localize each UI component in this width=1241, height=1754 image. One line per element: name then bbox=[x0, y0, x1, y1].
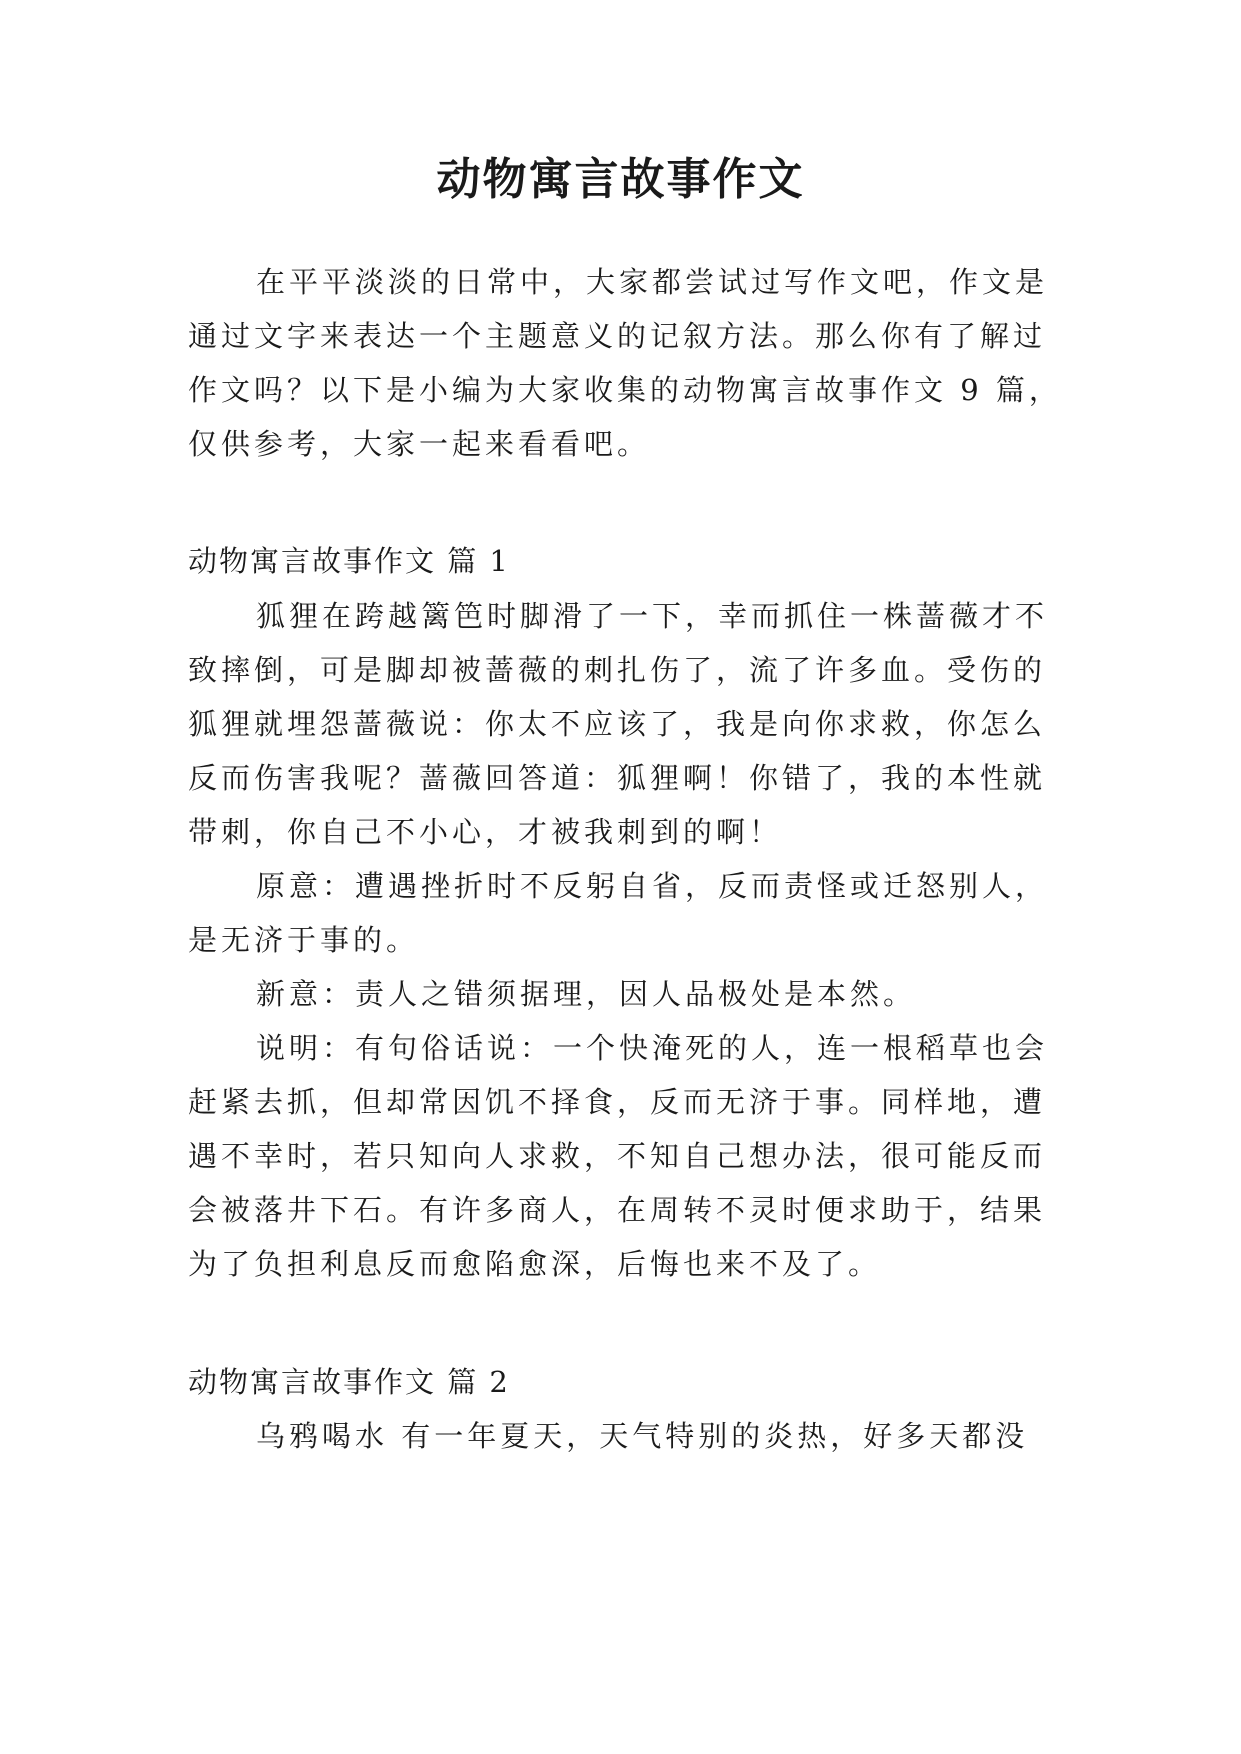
intro-line: 作文吗？以下是小编为大家收集的动物寓言故事作文 9 篇， bbox=[188, 373, 1062, 407]
story-line: 反而伤害我呢？蔷薇回答道：狐狸啊！你错了，我的本性就 bbox=[188, 761, 1047, 795]
intro-line: 在平平淡淡的日常中，大家都尝试过写作文吧，作文是 bbox=[256, 265, 1049, 299]
new-meaning-line: 新意：责人之错须据理，因人品极处是本然。 bbox=[256, 977, 917, 1011]
story-line: 狐狸就埋怨蔷薇说：你太不应该了，我是向你求救，你怎么 bbox=[188, 707, 1047, 741]
document-title: 动物寓言故事作文 bbox=[436, 154, 805, 205]
explanation-line: 赶紧去抓，但却常因饥不择食，反而无济于事。同样地，遭 bbox=[188, 1085, 1047, 1119]
section-heading-2: 动物寓言故事作文 篇 2 bbox=[188, 1365, 510, 1399]
explanation-line: 遇不幸时，若只知向人求救，不知自己想办法，很可能反而 bbox=[188, 1139, 1047, 1173]
story-line: 致摔倒，可是脚却被蔷薇的刺扎伤了，流了许多血。受伤的 bbox=[188, 653, 1047, 687]
explanation-line: 为了负担利息反而愈陷愈深，后悔也来不及了。 bbox=[188, 1247, 882, 1281]
intro-line: 通过文字来表达一个主题意义的记叙方法。那么你有了解过 bbox=[188, 319, 1047, 353]
explanation-line: 会被落井下石。有许多商人，在周转不灵时便求助于，结果 bbox=[188, 1193, 1047, 1227]
story-line: 乌鸦喝水 有一年夏天，天气特别的炎热，好多天都没 bbox=[256, 1419, 1029, 1453]
intro-line: 仅供参考，大家一起来看看吧。 bbox=[188, 427, 651, 461]
story-line: 带刺，你自己不小心，才被我刺到的啊！ bbox=[188, 815, 783, 849]
story-line: 狐狸在跨越篱笆时脚滑了一下，幸而抓住一株蔷薇才不 bbox=[256, 599, 1049, 633]
explanation-line: 说明：有句俗话说：一个快淹死的人，连一根稻草也会 bbox=[256, 1031, 1049, 1065]
original-meaning-line: 是无济于事的。 bbox=[188, 923, 420, 957]
original-meaning-line: 原意：遭遇挫折时不反躬自省，反而责怪或迁怒别人， bbox=[256, 869, 1049, 903]
section-heading-1: 动物寓言故事作文 篇 1 bbox=[188, 544, 510, 578]
